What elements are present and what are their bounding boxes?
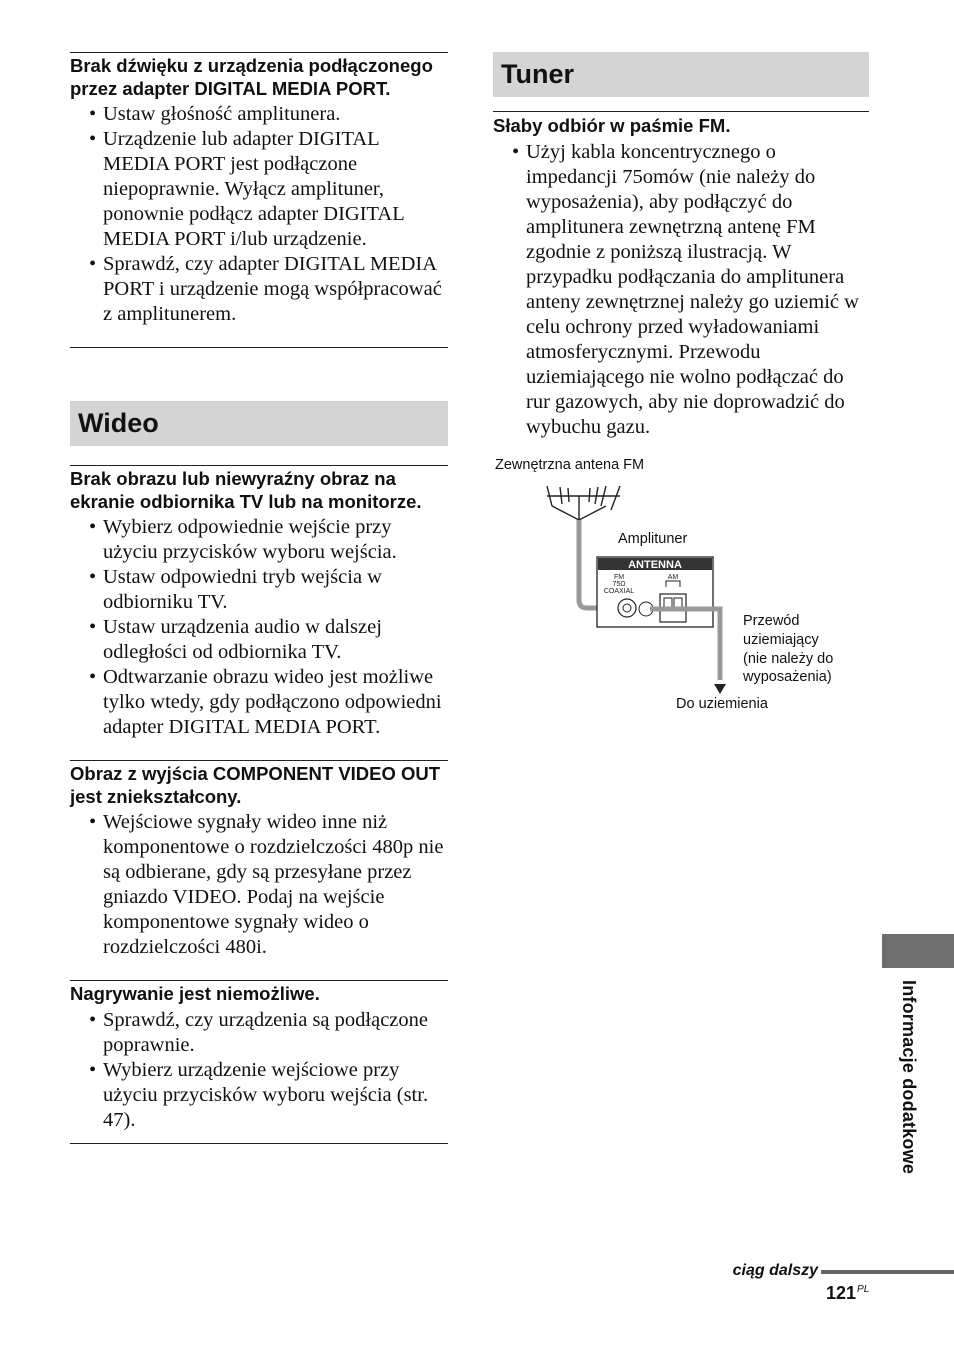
right-column — [493, 52, 869, 440]
no-picture-list — [70, 515, 448, 740]
antenna-panel-title: ANTENNA — [628, 559, 682, 571]
fm-label-3: COAXIAL — [603, 588, 635, 595]
list-item: • Sprawdź, czy urządzenia są podłączone poprawnie. — [70, 1008, 448, 1058]
page-suffix: PL — [857, 1284, 870, 1295]
left-column — [70, 52, 448, 1144]
no-picture-heading: Brak obrazu lub niewyraźny obraz na ekranie odbiornika TV lub na monitorze. — [70, 468, 422, 512]
weak-fm-heading: Słaby odbiór w paśmie FM. — [493, 115, 731, 136]
list-item: • Urządzenie lub adapter DIGITAL MEDIA PORT jest podłączone niepoprawnie. Wyłącz amplituner, ponownie podłącz adapter DIGITAL MEDIA PORT i/lub urządzenie. — [70, 127, 448, 252]
fm-label-1: FM — [613, 574, 625, 581]
fm-antenna-icon — [547, 486, 620, 520]
continued-label: ciąg dalszy — [732, 1262, 818, 1279]
list-item: • Użyj kabla koncentrycznego o impedancji 75omów (nie należy do wyposażenia), aby podłączyć do amplitunera zewnętrzną antenę FM zgodnie z poniższą ilustracją. W przypadku podłączania do amplitunera anteny zewnętrznej należy go uziemić w celu ochrony przed wyładowaniami atmosferycznymi. Przewodu uziemiającego nie wolno podłączać do rur gazowych, aby nie doprowadzić do wybuchu gazu. — [493, 140, 869, 440]
weak-fm-list — [493, 140, 869, 440]
ground-wire-label-2: uziemiający — [743, 632, 819, 648]
section-rule — [70, 1143, 448, 1144]
fm-label-2: 75Ω — [612, 581, 626, 588]
list-item: • Ustaw odpowiedni tryb wejścia w odbiorniku TV. — [70, 565, 448, 615]
component-video-list — [70, 810, 448, 960]
list-item: • Odtwarzanie obrazu wideo jest możliwe tylko wtedy, gdy podłączono odpowiedni adapter DIGITAL MEDIA PORT. — [70, 665, 448, 740]
page-number — [826, 1283, 869, 1304]
antenna-label: Zewnętrzna antena FM — [495, 457, 645, 473]
chapter-tab — [882, 934, 954, 968]
section-title-tuner: Tuner — [493, 52, 869, 97]
ground-wire-label-4: wyposażenia) — [743, 669, 832, 685]
am-label: AM — [667, 574, 679, 581]
list-item: • Sprawdź, czy adapter DIGITAL MEDIA PORT i urządzenie mogą współpracować z amplitunerem. — [70, 252, 448, 327]
page-number-value: 121 — [826, 1283, 857, 1303]
recording-heading: Nagrywanie jest niemożliwe. — [70, 983, 320, 1004]
section-title-video: Wideo — [70, 401, 448, 446]
footer-rule — [821, 1270, 954, 1274]
ground-arrow-icon — [714, 684, 726, 694]
list-item: • Wybierz urządzenie wejściowe przy użyciu przycisków wyboru wejścia (str. 47). — [70, 1058, 448, 1133]
no-sound-dmp-list — [70, 102, 448, 327]
ground-wire-label-3: (nie należy do — [743, 651, 834, 667]
recording-list — [70, 1008, 448, 1133]
list-item: • Wybierz odpowiednie wejście przy użyciu przycisków wyboru wejścia. — [70, 515, 448, 565]
ground-label: Do uziemienia — [676, 696, 768, 712]
fm-coaxial-jack-icon — [618, 599, 636, 617]
antenna-diagram — [480, 450, 880, 730]
list-item: • Wejściowe sygnały wideo inne niż komponentowe o rozdzielczości 480p nie są odbierane, gdy są przesyłane przez gniazdo VIDEO. Podaj na wejście komponentowe sygnały wideo o rozdzielczości 480i. — [70, 810, 448, 960]
component-video-heading: Obraz z wyjścia COMPONENT VIDEO OUT jest zniekształcony. — [70, 763, 441, 807]
antenna-connection-drawing — [480, 450, 880, 730]
no-sound-dmp-heading: Brak dźwięku z urządzenia podłączonego przez adapter DIGITAL MEDIA PORT. — [70, 55, 433, 99]
list-item: • Ustaw głośność amplitunera. — [70, 102, 448, 127]
amplifier-label: Amplituner — [618, 531, 688, 547]
ground-wire-label-1: Przewód — [743, 613, 800, 629]
list-item: • Ustaw urządzenia audio w dalszej odległości od odbiornika TV. — [70, 615, 448, 665]
chapter-label: Informacje dodatkowe — [899, 980, 919, 1175]
